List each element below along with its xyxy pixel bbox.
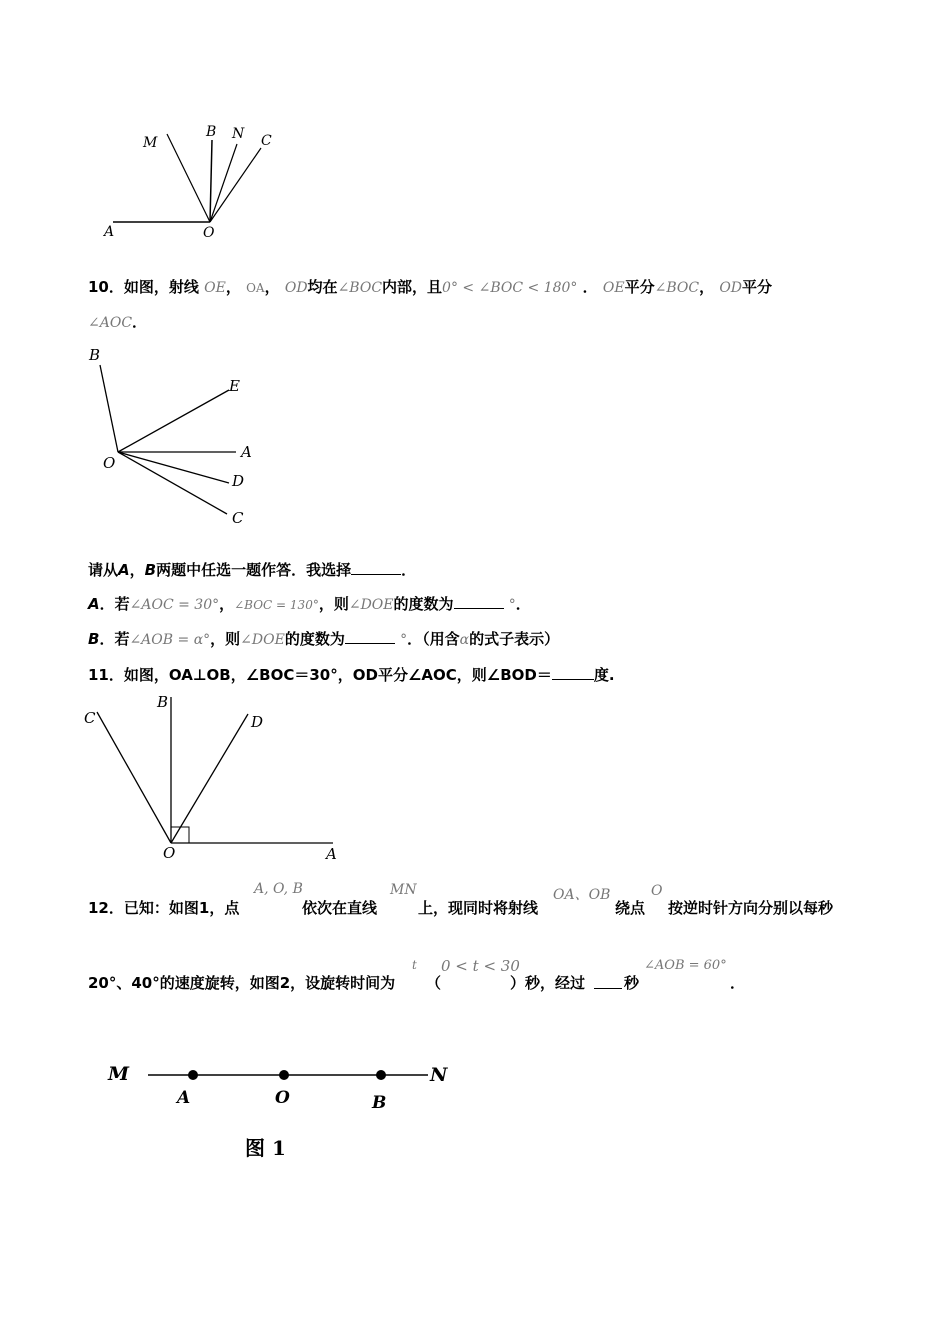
math-trange: 0 < t < 30	[441, 957, 520, 975]
text: B	[144, 561, 157, 579]
label-c: C	[84, 709, 96, 727]
label-o: O	[103, 454, 116, 472]
label-c: C	[232, 509, 244, 527]
math: ∠DOE	[240, 632, 285, 648]
text: ，则	[210, 630, 241, 648]
text: ，	[219, 595, 235, 613]
label-d: D	[251, 713, 264, 731]
label-c: C	[261, 133, 272, 149]
math: 0° < ∠BOC < 180°	[442, 280, 578, 296]
text: 两题中任选一题作答．我选择	[156, 561, 352, 579]
point-o	[279, 1070, 289, 1080]
point-a	[188, 1070, 198, 1080]
label-b: B	[89, 346, 101, 364]
math-center: O	[651, 883, 663, 899]
text: 请从	[88, 561, 119, 579]
figure-caption: 图 1	[245, 1136, 286, 1160]
text: 内部，且	[382, 278, 443, 296]
text: ．	[132, 313, 148, 331]
math: °	[400, 632, 408, 648]
text: 均在	[307, 278, 338, 296]
text: 如图，射线	[123, 278, 199, 296]
text: 度.	[593, 666, 615, 684]
math: OE	[204, 280, 226, 296]
text: 的度数为	[393, 595, 454, 613]
text: 11．如图，OA⊥OB，∠BOC＝30°，OD平分∠AOC，则∠BOD＝	[88, 666, 552, 684]
math: OA	[246, 281, 265, 295]
math: OD	[284, 280, 308, 296]
label-a: A	[104, 224, 115, 240]
math: OD	[719, 280, 743, 296]
question-number: 10．	[88, 278, 124, 296]
math-cond: ∠AOB = 60°	[644, 958, 727, 973]
math: ∠AOB = α°	[129, 632, 211, 648]
label-n: N	[430, 1064, 448, 1086]
text: ．若	[99, 630, 130, 648]
text: ．	[515, 595, 531, 613]
label-o: O	[275, 1088, 290, 1108]
text: 平分	[742, 278, 773, 296]
label-b: B	[157, 693, 169, 711]
math: ∠BOC	[654, 280, 700, 296]
text: 已知：如图1，点	[123, 899, 240, 917]
math: ∠DOE	[348, 597, 394, 613]
text: ．	[582, 278, 598, 296]
text: 秒	[624, 974, 640, 992]
text: 按逆时针方向分别以每秒	[668, 899, 834, 917]
math: ∠AOC = 30°	[129, 597, 220, 613]
text: 平分	[624, 278, 655, 296]
text: ．	[730, 974, 746, 992]
text: ）秒，经过	[510, 974, 586, 992]
math: ∠BOC = 130°	[234, 598, 319, 612]
text: ，	[129, 561, 145, 579]
option-label: A	[88, 595, 100, 613]
label-n: N	[232, 126, 245, 142]
math: OE	[602, 280, 625, 296]
math: ∠BOC	[337, 280, 383, 296]
label-d: D	[232, 472, 245, 490]
text: 上，现同时将射线	[418, 899, 539, 917]
label-a: A	[241, 443, 252, 461]
math-t: t	[412, 958, 417, 972]
option-label: B	[88, 630, 100, 648]
text: 的式子表示）	[469, 630, 560, 648]
label-o: O	[203, 225, 215, 241]
point-b	[376, 1070, 386, 1080]
text: 20°、40°的速度旋转，如图2，设旋转时间为	[88, 974, 396, 992]
label-a: A	[177, 1088, 191, 1108]
text: A	[118, 561, 130, 579]
text: 绕点	[615, 899, 646, 917]
math-rays: OA、OB	[553, 887, 611, 903]
math: α	[459, 632, 470, 648]
text: ，	[264, 278, 280, 296]
math: ∠AOC	[88, 315, 133, 331]
math: °	[508, 597, 516, 613]
text: ，	[225, 278, 241, 296]
label-m: M	[108, 1063, 130, 1085]
text: ．（用含	[407, 630, 460, 648]
math-points: A, O, B	[254, 881, 303, 897]
label-b: B	[206, 124, 217, 140]
question-number: 12．	[88, 899, 124, 917]
text: ，则	[318, 595, 349, 613]
label-o: O	[163, 844, 176, 862]
text: 的度数为	[284, 630, 345, 648]
label-m: M	[143, 135, 158, 151]
label-b: B	[372, 1093, 387, 1113]
text: 依次在直线	[302, 899, 378, 917]
text: ．	[401, 561, 417, 579]
text: ，	[699, 278, 715, 296]
math-line: MN	[390, 882, 417, 898]
text: （	[426, 974, 442, 992]
text: ．若	[99, 595, 130, 613]
label-e: E	[229, 377, 240, 395]
label-a: A	[326, 845, 337, 863]
